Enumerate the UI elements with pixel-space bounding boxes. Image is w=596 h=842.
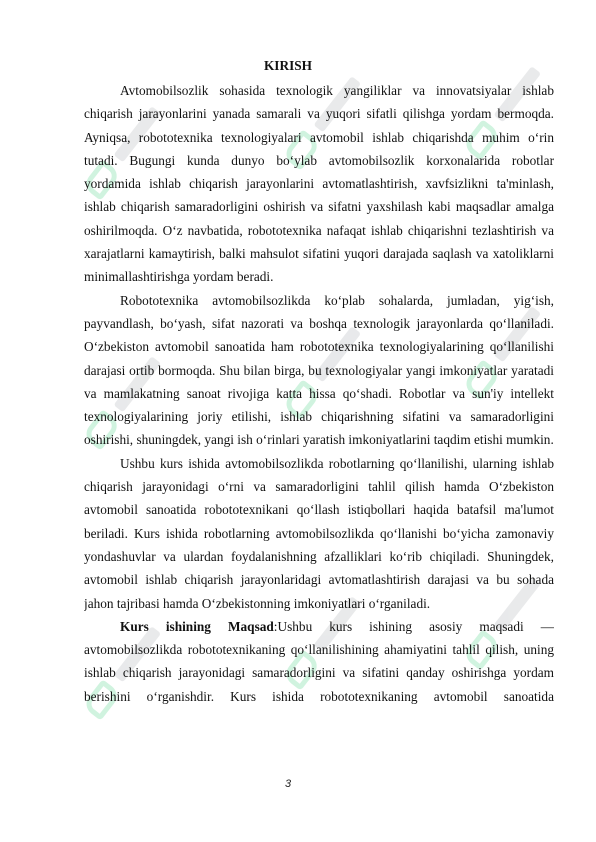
paragraph: Avtomobilsozlik sohasida texnologik yangiliklar va innovatsiyalar ishlab chiqarish jarayonlarini yanada samarali va yuqori sifatli qilishga yordam bermoqda. Ayniqsa, robototexnika texnologiyalari avtomobil ishlab chiqarishda muhim oʻrin tutadi. Bugungi kunda dunyo boʻylab avtomobilsozlik korxonalarida robotlar yordamida ishlab chiqarish jarayonlarini avtomatlashtirish, xavfsizlikni ta'minlash, ishlab chiqarish samaradorligini oshirish va sifatni yaxshilash kabi maqsadlar amalga oshirilmoqda. Oʻz navbatida, robototexnika nafaqat ishlab chiqarishni tezlashtirish va xarajatlarni kamaytirish, balki mahsulot sifatini yuqori darajada saqlash va xatoliklarni minimallashtirishga yordam beradi. (84, 83, 554, 285)
page-title: KIRISH (263, 58, 313, 73)
goal-paragraph (84, 615, 554, 708)
document-body (84, 79, 554, 779)
paragraph: Robototexnika avtomobilsozlikda koʻplab sohalarda, jumladan, yigʻish, payvandlash, boʻyash, sifat nazorati va boshqa texnologik jarayonlarda qoʻllaniladi. Oʻzbekiston avtomobil sanoatida ham robototexnika texnologiyalarining qoʻllanilishi darajasi ortib bormoqda. Shu bilan birga, bu texnologiyalar yangi imkoniyatlar yaratadi va mamlakatning sanoat rivojiga katta hissa qoʻshadi. Robotlar va sun'iy intellekt texnologiyalarining joriy etilishi, ishlab chiqarishning sifatini va samaradorligini oshirishi, shuningdek, yangi ish oʻrinlari yaratish imkoniyatlarini taqdim etishi mumkin. (84, 292, 554, 448)
goal-text: :Ushbu kurs ishining asosiy maqsadi — avtomobilsozlikda robototexnikaning qoʻllanilishining ahamiyatini tahlil qilish, uning ishlab chiqarish jarayonidagi samaradorligini va sifatini qanday oshirishga yordam berishini oʻrganishdir. Kurs ishida robototexnikaning avtomobil sanoatida (84, 618, 554, 704)
page-number: 3 (284, 778, 292, 790)
paragraph: Ushbu kurs ishida avtomobilsozlikda robotlarning qoʻllanilishi, ularning ishlab chiqarish jarayonidagi oʻrni va samaradorligini tahlil qilish hamda Oʻzbekiston avtomobil sanoatida robototexnikani qoʻllash istiqbollari haqida batafsil ma'lumot beriladi. Kurs ishida robotlarning avtomobilsozlikda qoʻllanishi boʻyicha zamonaviy yondashuvlar va ulardan foydalanishning afzalliklari koʻrib chiqiladi. Shuningdek, avtomobil ishlab chiqarish jarayonlaridagi avtomatlashtirish darajasi va bu sohada jahon tajribasi hamda Oʻzbekistonning imkoniyatlari oʻrganiladi. (84, 455, 554, 611)
goal-heading: Kurs ishining Maqsad (120, 618, 274, 634)
